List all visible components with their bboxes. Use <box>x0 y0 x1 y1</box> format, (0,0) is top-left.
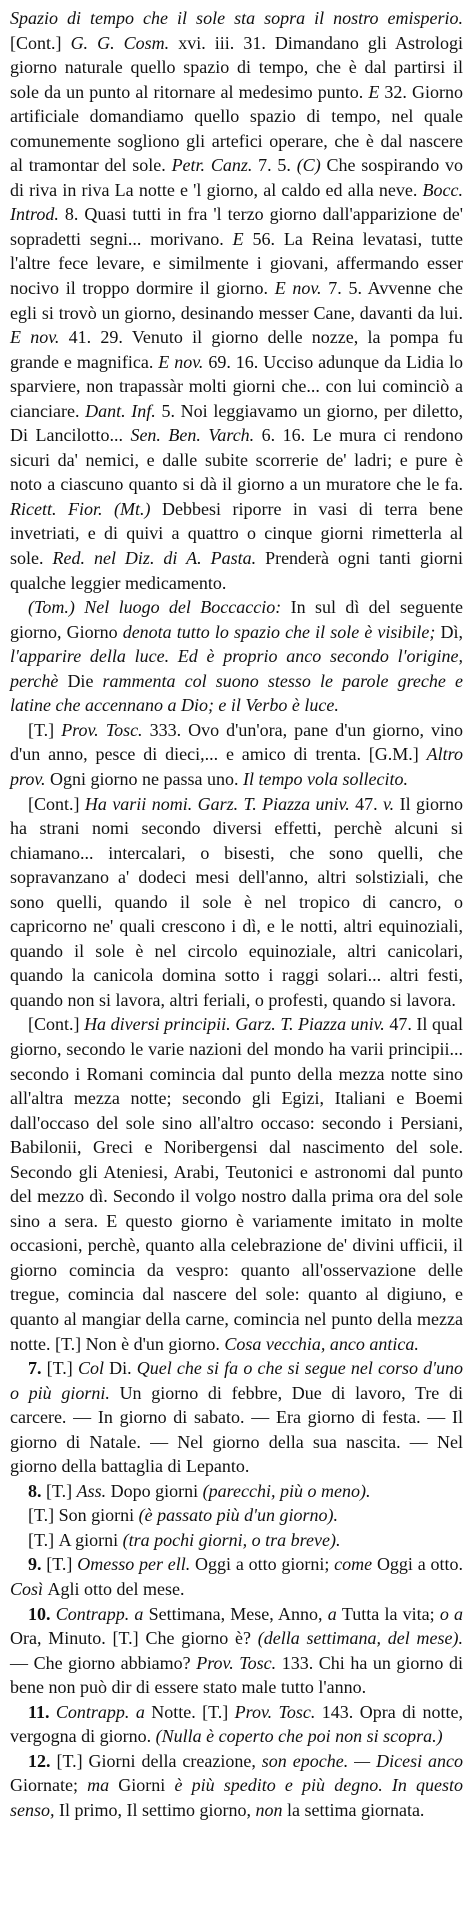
sense-number: 9. <box>28 1554 47 1575</box>
text-run: 32. Giorno artificiale domandiamo quello spazio di tempo, nel quale comunemente sogliono gli artefici operare, che è dal nascere al tramontar del sole. <box>10 81 463 176</box>
text-run: 333. Ovo d'un'ora, pane d'un giorno, vino d'un anno, pesce di dieci,... e amico di trenta. [G.M.] <box>10 719 464 765</box>
italic-text-run: (parecchi, più o meno). <box>202 1480 371 1501</box>
text-run: Giorni <box>118 1775 175 1796</box>
text-run: Un giorno di febbre, Due di lavoro, Tre di carcere. — In giorno di sabato. — Era giorno di festa. — Il giorno di Natale. — Nel giorno della sua nascita. — Nel giorno della battaglia di Lepanto. <box>10 1382 463 1477</box>
entry-paragraph <box>10 718 463 792</box>
italic-text-run: denota tutto lo spazio che il sole è visibile; <box>122 621 441 642</box>
italic-text-run: E <box>368 81 385 102</box>
italic-text-run: E nov. <box>10 327 69 348</box>
italic-text-run: o a <box>439 1603 464 1624</box>
text-run: Non è d'un giorno. <box>85 1333 225 1354</box>
italic-text-run: Ricett. Fior. (Mt.) <box>10 498 163 519</box>
italic-text-run: ma <box>87 1775 119 1796</box>
sense-number: 7. <box>28 1358 47 1379</box>
italic-text-run: Petr. Canz. <box>171 155 259 176</box>
text-run: [T.] <box>28 719 62 740</box>
entry-paragraph <box>10 1528 463 1553</box>
text-run: Ogni giorno ne passa uno. <box>50 768 243 789</box>
text-run: [Cont.] <box>10 32 71 53</box>
sense-number: 8. <box>28 1480 46 1501</box>
text-run: 6. 16. Le mura ci rendono sicuri da' nemici, e dalle subite scorrerie de' ladri; e pure è noto a ciascuno quanto si dà il giorno a un muratore che le fa. <box>10 425 463 495</box>
text-run: — Che giorno abbiamo? <box>10 1652 197 1673</box>
text-run: Tutta la vita; <box>341 1603 440 1624</box>
text-run: [Cont.] <box>28 793 85 814</box>
italic-text-run: Dant. Inf. <box>85 400 162 421</box>
text-run: [T.] <box>112 1628 146 1649</box>
text-run: 7. 5. <box>258 155 297 176</box>
italic-text-run: rammenta col suono stesso le parole greche e latine che accennano a Dio; e il Verbo è luce. <box>10 670 463 716</box>
text-run: 69. 16. Ucciso adunque da Lidia lo sparviere, non trapassàr molti giorni che... con lui cominciò a cianciare. <box>10 351 463 421</box>
text-run: 47. Il qual giorno, secondo le varie nazioni del mondo ha varii principii... secondo i Romani comincia dal punto della mezza notte sino all'altra mezza notte; secondo gli Egizi, Italiani e Boemi dall'occaso del sole sino all'altro occaso: secondo i Persiani, Babilonii, Greci e Noribergensi dal nascimento del sole. Secondo gli Ateniesi, Arabi, Teutonici e astronomi dal punto del mezzo dì. Secondo il volgo nostro dalla prima ora del sole sino a sera. E questo giorno è variamente imitato in molte occasioni, perchè, quanto alla celebrazione de' divini ufficii, il giorno comincia da vespro: quanto all'osservazione delle tregue, comincia dal nascere del sole: quanto al digiuno, e quanto al mangiar della carne, comincia nel punto della mezza notte. <box>10 1014 463 1354</box>
italic-text-run: Quel che si fa o che si segue nel corso d'uno o più giorni. <box>10 1358 464 1403</box>
text-run: [T.] <box>55 1333 86 1354</box>
text-run: 41. 29. Venuto il giorno delle nozze, la pompa fu grande e magnifica. <box>10 327 463 372</box>
text-run: [Cont.] <box>28 1014 85 1035</box>
italic-text-run: Prov. Tosc. <box>196 1652 282 1673</box>
text-run: la settima giornata. <box>286 1799 425 1820</box>
text-run: [T.] <box>28 1529 59 1550</box>
text-run: 7. 5. Avvenne che egli si trovò un giorno, desinando messer Cane, davanti da lui. <box>10 278 463 323</box>
italic-text-run: Nel luogo del Boccaccio: <box>84 597 291 618</box>
italic-text-run: Così <box>10 1579 48 1599</box>
italic-text-run: v. <box>383 793 400 814</box>
sense-number: 12. <box>28 1750 57 1771</box>
italic-text-run: l'apparire della luce. Ed è proprio anco secondo l'origine, perchè <box>10 646 463 691</box>
text-run: Che sospirando vo di riva in riva La notte e 'l giorno, al caldo ed alla neve. <box>10 155 464 200</box>
italic-text-run: Contrapp. a <box>55 1603 149 1624</box>
text-run: Son giorni <box>58 1505 139 1526</box>
italic-text-run: Altro prov. <box>10 744 463 789</box>
italic-text-run: Ha diversi principii. Garz. T. Piazza univ. <box>84 1014 390 1035</box>
entry-paragraph <box>10 1503 463 1528</box>
text-run: 47. <box>355 793 384 814</box>
text-run: Di. <box>109 1358 137 1379</box>
entry-paragraph <box>10 6 463 595</box>
text-run: A giorni <box>58 1529 123 1550</box>
italic-text-run: E nov. <box>274 278 329 299</box>
italic-text-run: Sen. Ben. Varch. <box>130 425 262 446</box>
text-run: Oggi a otto. <box>376 1554 463 1575</box>
italic-text-run: Il tempo vola sollecito. <box>242 768 408 789</box>
text-run: Giorni della creazione, <box>88 1750 262 1771</box>
italic-text-run: Contrapp. a <box>55 1701 152 1722</box>
entry-paragraph <box>10 1700 463 1749</box>
text-run: Prenderà ogni tanti giorni qualche leggier medicamento. <box>10 548 463 593</box>
italic-text-run: Spazio di tempo che il sole sta sopra il nostro emisperio. <box>10 8 463 28</box>
entry-paragraph <box>10 1356 463 1479</box>
entry-paragraph <box>10 1012 463 1356</box>
italic-text-run: non <box>255 1799 287 1820</box>
italic-text-run: Omesso per ell. <box>77 1554 196 1575</box>
italic-text-run: Col <box>77 1358 110 1379</box>
italic-text-run: Red. nel Diz. di A. Pasta. <box>52 548 266 569</box>
italic-text-run: E <box>232 228 253 249</box>
text-run: [T.] <box>202 1701 235 1722</box>
entry-paragraph <box>10 1479 463 1504</box>
text-run: 56. La Reina levatasi, tutte l'altre fece levare, e similmente i giovani, affermando esser nocivo il troppo dormire il giorno. <box>10 228 463 299</box>
italic-text-run: G. G. Cosm. <box>70 32 179 53</box>
text-run: [T.] <box>46 1554 78 1575</box>
entry-paragraph <box>10 1602 463 1700</box>
entry-paragraph <box>10 792 463 1013</box>
sense-number: 11. <box>28 1701 56 1722</box>
italic-text-run: Ass. <box>76 1480 111 1501</box>
text-run: Oggi a otto giorni; <box>195 1554 335 1575</box>
sense-number: 10. <box>28 1603 56 1624</box>
text-run: [T.] <box>46 1480 77 1501</box>
text-run: Settimana, Mese, Anno, <box>148 1603 328 1624</box>
italic-text-run: (è passato più d'un giorno). <box>138 1505 339 1526</box>
text-run: Ora, Minuto. <box>10 1628 113 1649</box>
text-run: Il giorno ha strani nomi secondo diversi effetti, perchè alcuni si chiamano... intercalari, o bisesti, che sono quelli, che sopravanzano a' dodeci mesi dell'anno, altri solstiziali, che sono quelli, quando il sole è nel tropico di cancro, o capricorno ne' quali crescono i dì, e le notti, altri equinoziali, quando il sole è nel circolo equinoziale, altri canicolari, quando la canicola domina sotto i raggi solari... altri festi, quando non si lavora, altri feriali, o profesti, quando si lavora. <box>10 793 463 1010</box>
text-run: Die <box>67 670 103 691</box>
italic-text-run: a <box>327 1603 342 1624</box>
text-run: Dopo giorni <box>110 1480 203 1501</box>
text-run: xvi. iii. 31. Dimandano gli Astrologi giorno naturale quello spazio di tempo, che è dal partirsi il sole da un punto al ritornare al medesimo punto. <box>10 32 463 102</box>
text-run: Che giorno è? <box>145 1628 258 1649</box>
italic-text-run: Prov. Tosc. <box>234 1701 322 1722</box>
italic-text-run: Bocc. Introd. <box>10 179 463 225</box>
italic-text-run: è più spedito e più degno. In questo senso, <box>10 1775 463 1820</box>
text-run: [T.] <box>56 1750 89 1771</box>
text-run: [T.] <box>28 1505 59 1526</box>
text-run: Notte. <box>151 1701 203 1722</box>
text-run: In sul dì del seguente giorno, Giorno <box>10 597 463 642</box>
italic-text-run: (Tom.) <box>28 597 85 618</box>
italic-text-run: Prov. Tosc. <box>61 719 150 740</box>
text-run: [T.] <box>46 1358 78 1379</box>
text-run: Il primo, Il settimo giorno, <box>59 1799 256 1820</box>
text-run: 8. Quasi tutti in fra 'l terzo giorno dall'apparizione de' sopradetti segni... morivano. <box>10 204 463 249</box>
text-run: 5. Noi leggiavamo un giorno, per diletto, Di Lancilotto... <box>10 400 463 446</box>
italic-text-run: Ha varii nomi. Garz. T. Piazza univ. <box>84 793 356 814</box>
italic-text-run: E nov. <box>158 351 209 372</box>
entry-paragraph <box>10 1749 463 1823</box>
text-run: 143. Opra di notte, vergogna di giorno. <box>10 1701 463 1747</box>
italic-text-run: son epoche. — Dicesi anco <box>261 1750 464 1771</box>
italic-text-run: (Nulla è coperto che poi non si scopra.) <box>155 1726 443 1747</box>
italic-text-run: come <box>334 1554 377 1575</box>
text-run: Giornate; <box>10 1775 88 1796</box>
text-run: 133. Chi ha un giorno di bene non può dir di essere stato male tutto l'anno. <box>10 1652 463 1698</box>
text-run: Agli otto del mese. <box>47 1579 185 1599</box>
italic-text-run: Cosa vecchia, anco antica. <box>224 1333 419 1354</box>
text-run: Dì, <box>440 621 463 642</box>
italic-text-run: (della settimana, del mese). <box>257 1628 463 1649</box>
entry-paragraph <box>10 595 463 718</box>
italic-text-run: (tra pochi giorni, o tra breve). <box>122 1529 341 1550</box>
entry-paragraph <box>10 1552 463 1601</box>
text-run: Debbesi riporre in vasi di terra bene invetriati, e di quivi a quattro o cinque giorni rimetterla al sole. <box>10 498 463 569</box>
italic-text-run: (C) <box>296 155 327 176</box>
